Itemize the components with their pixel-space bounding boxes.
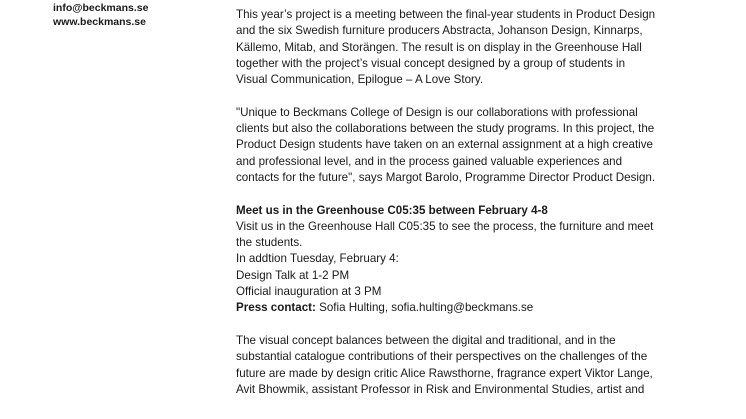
quote-paragraph	[236, 105, 698, 186]
paragraph-line: contacts for the future", says Margot Barolo, Programme Director Product Design.	[236, 170, 656, 184]
event-line: Visit us in the Greenhouse Hall C05:35 to see the process, the furniture and meet	[236, 219, 654, 233]
intro-paragraph	[236, 7, 698, 88]
paragraph-line: together with the project’s visual concept designed by a group of students in	[236, 56, 626, 70]
paragraph-line: Källemo, Mitab, and Storängen. The result is on display in the Greenhouse Hall	[236, 40, 642, 54]
paragraph-line: and professional level, and in the process gained valuable experiences and	[236, 154, 623, 168]
concept-paragraph	[236, 333, 698, 398]
event-line: Official inauguration at 3 PM	[236, 285, 382, 299]
press-contact-label: Press contact:	[236, 301, 316, 315]
paragraph-line: Avit Bhowmik, assistant Professor in Risk and Environmental Studies, artist and	[236, 382, 645, 396]
paragraph-line: and the six Swedish furniture producers Abstracta, Johanson Design, Kinnarps,	[236, 24, 643, 38]
paragraph-line: "Unique to Beckmans College of Design is our collaborations with professional	[236, 105, 638, 119]
event-line: Design Talk at 1-2 PM	[236, 268, 350, 282]
press-contact-line	[236, 300, 698, 316]
paragraph-line: This year’s project is a meeting between the final-year students in Product Design	[236, 8, 656, 21]
paragraph-line: substantial catalogue contributions of their perspectives on the challenges of the	[236, 350, 648, 364]
event-line: the students.	[236, 236, 303, 250]
paragraph-line: clients but also the collaborations between the study programs. In this project, the	[236, 122, 655, 136]
press-release-body	[236, 7, 698, 414]
contact-email-link[interactable]: info@beckmans.se	[53, 2, 149, 14]
paragraph-line: Visual Communication, Epilogue – A Love Story.	[236, 73, 484, 87]
event-line: In addtion Tuesday, February 4:	[236, 252, 399, 266]
event-section	[236, 203, 698, 317]
section-heading: Meet us in the Greenhouse C05:35 between February 4-8	[236, 203, 548, 217]
contact-block	[53, 1, 148, 29]
paragraph-line: The visual concept balances between the digital and traditional, and in the	[236, 333, 616, 347]
paragraph-line: Product Design students have taken on an external assignment at a high creative	[236, 138, 653, 152]
press-contact-value: Sofia Hulting, sofia.hulting@beckmans.se	[315, 301, 534, 315]
contact-website-link[interactable]: www.beckmans.se	[53, 16, 146, 28]
paragraph-line: future are made by design critic Alice Rawsthorne, fragrance expert Viktor Lange,	[236, 366, 653, 380]
